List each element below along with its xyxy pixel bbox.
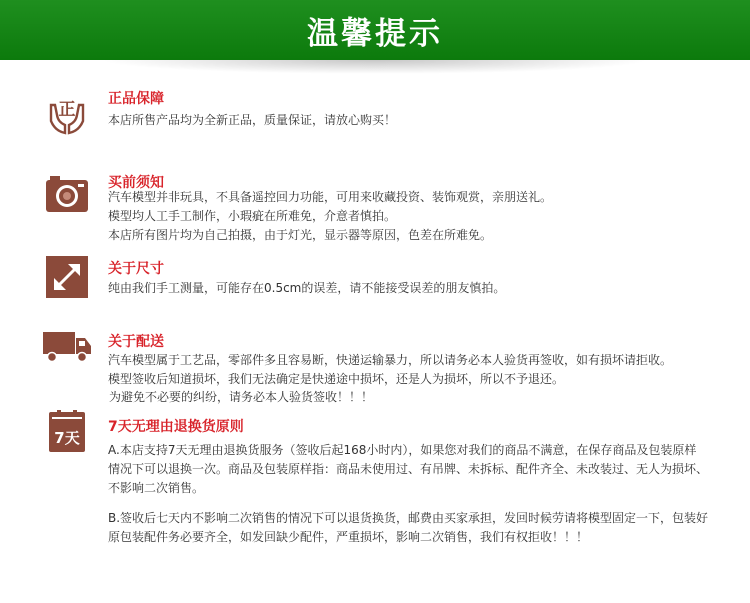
section-line: 本店所售产品均为全新正品，质量保证，请放心购买！: [108, 113, 397, 127]
section-line: 为避免不必要的纠纷，请务必本人验货签收！！！: [109, 390, 374, 404]
header-banner: [0, 0, 750, 60]
section-line: 模型签收后知道损坏，我们无法确定是快递途中损坏，还是人为损坏，所以不予退还。: [108, 372, 565, 386]
resize-arrow-icon: [44, 254, 90, 300]
seven-day-return-icon: [44, 409, 90, 455]
section-line: 原包装配件务必要齐全，如发回缺少配件，严重损坏，影响二次销售，我们有权拒收！！！: [108, 530, 589, 544]
section-title-delivery: 关于配送: [108, 334, 164, 350]
section-line: 汽车模型并非玩具，不具备遥控回力功能，可用来收藏投资、装饰观赏，亲朋送礼。: [108, 190, 553, 204]
hands-authentic-icon: [44, 90, 90, 136]
section-line: A.本店支持7天无理由退换货服务（签收后起168小时内），如果您对我们的商品不满意，在保存商品及包装原样: [108, 443, 697, 457]
section-line: B.签收后七天内不影响二次销售的情况下可以退货换货，邮费由买家承担，发回时候劳请将模型固定一下，包装好: [108, 511, 709, 525]
section-line: 纯由我们手工测量，可能存在0.5cm的误差，请不能接受误差的朋友慎拍。: [108, 281, 506, 295]
section-title-before-purchase: 买前须知: [108, 175, 164, 191]
header-shadow: [100, 60, 650, 74]
section-title-size: 关于尺寸: [108, 261, 164, 277]
section-line: 模型均人工手工制作，小瑕疵在所难免，介意者慎拍。: [108, 209, 397, 223]
section-title-return-policy: 7天无理由退换货原则: [108, 419, 244, 435]
section-line: 不影响二次销售。: [108, 481, 205, 495]
section-line: 本店所有图片均为自己拍摄，由于灯光，显示器等原因，色差在所难免。: [108, 228, 493, 242]
svg-text:7天: 7天: [54, 429, 80, 447]
camera-icon: [44, 171, 90, 217]
section-line: 汽车模型属于工艺品，零部件多且容易断，快递运输暴力，所以请务必本人验货再签收，如有损坏请拒收。: [108, 353, 673, 367]
section-line: 情况下可以退换一次。商品及包装原样指：商品未使用过、有吊牌、未拆标、配件齐全、未改装过、无人为损坏、: [108, 462, 709, 476]
page-title: 温馨提示: [307, 15, 443, 52]
svg-text:正: 正: [58, 100, 76, 120]
section-title-authentic: 正品保障: [108, 91, 164, 107]
truck-icon: [42, 323, 92, 369]
